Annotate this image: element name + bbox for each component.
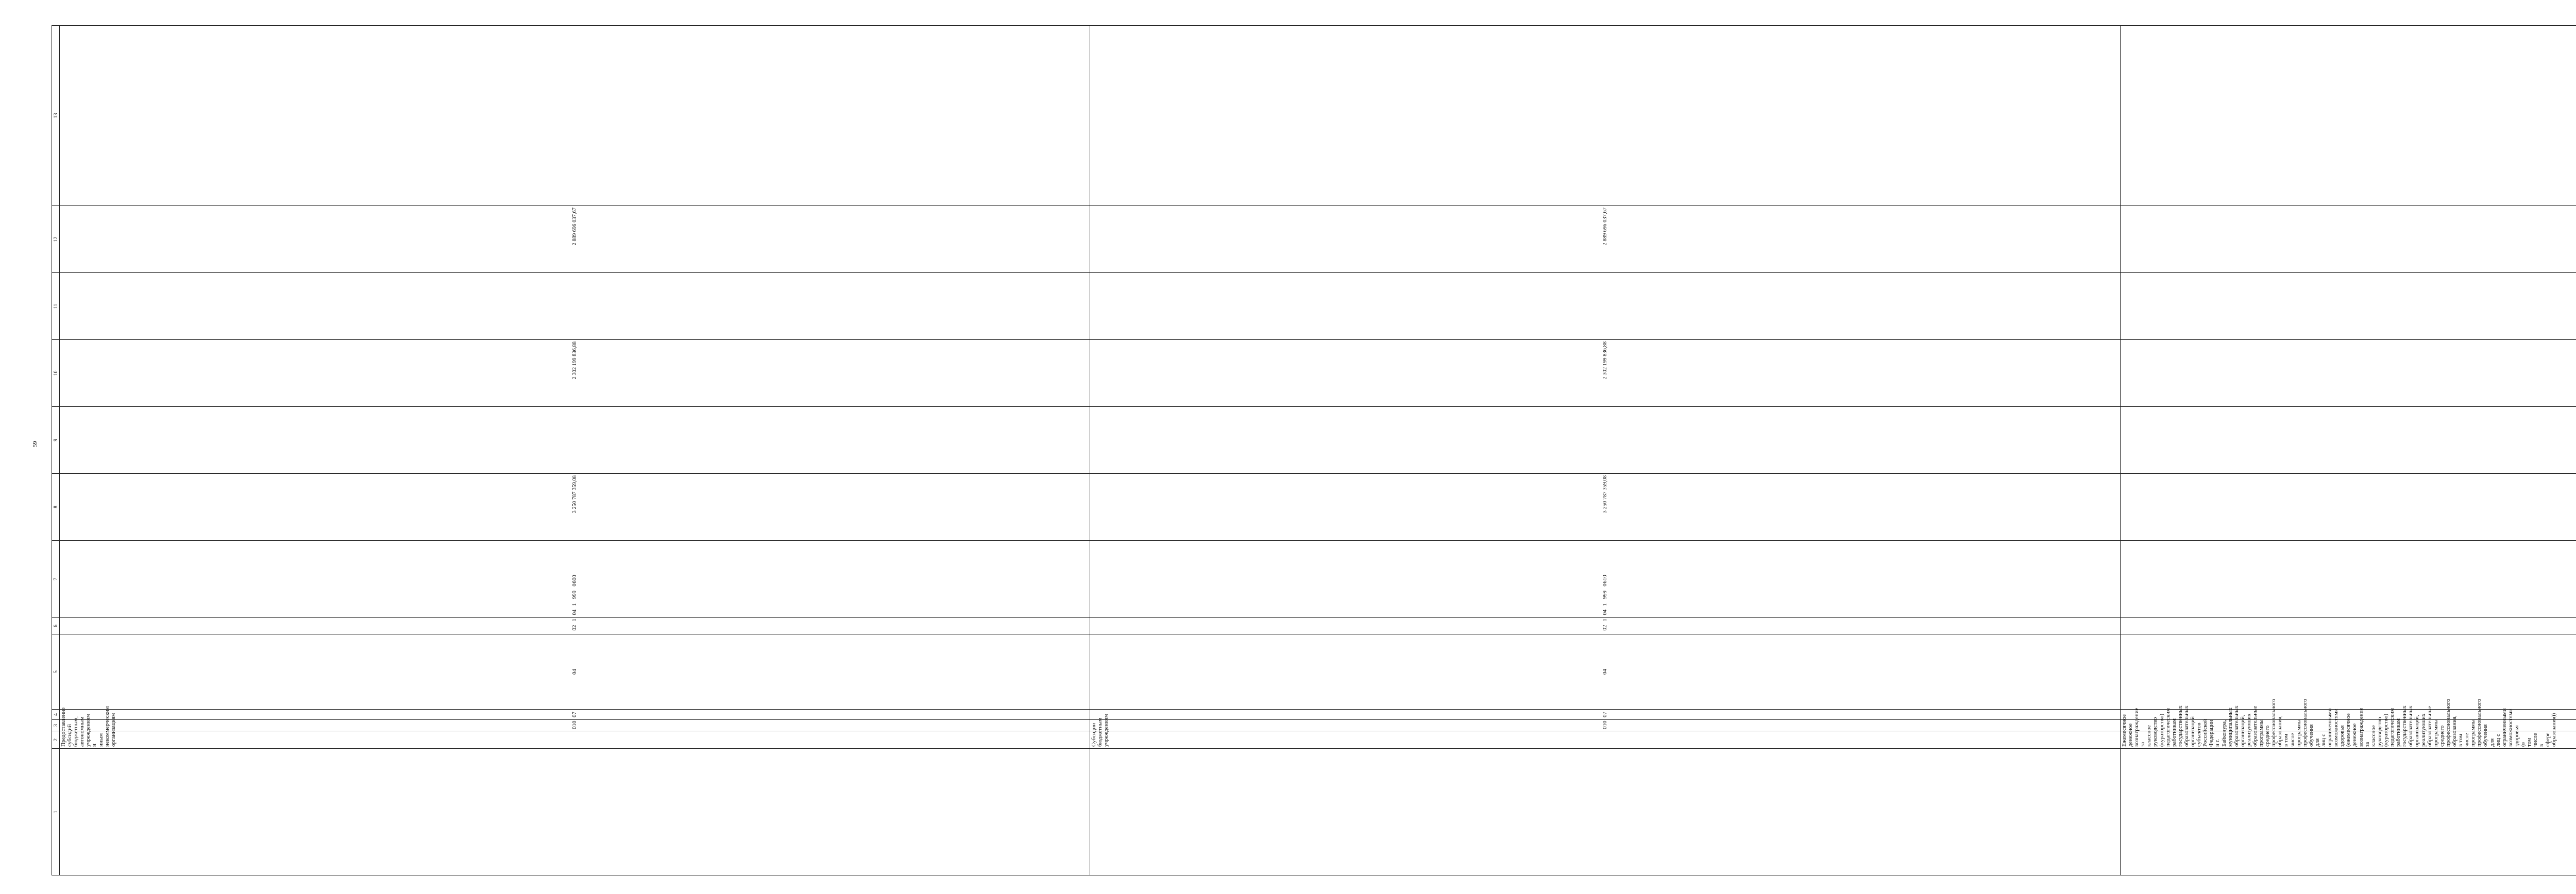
- table-row: [2121, 26, 2576, 875]
- subsection-code-cell: [2121, 634, 2576, 710]
- row-number-cell: [60, 749, 1090, 875]
- header-col-8: 8: [52, 474, 60, 541]
- header-col-11: 11: [52, 273, 60, 340]
- table-row: [1090, 26, 2121, 875]
- expense-type-cell: 600: [60, 541, 1090, 618]
- page-number: 59: [31, 441, 39, 448]
- target-article-code-part: 1: [1602, 618, 1608, 622]
- ministry-code-cell: 010: [60, 720, 1090, 731]
- ministry-code-cell: 010: [1090, 720, 2121, 731]
- target-article-code-cell: [2121, 618, 2576, 634]
- expense-type-cell: [2121, 541, 2576, 618]
- amount-cell-c12: [2121, 206, 2576, 273]
- amount-cell-c9: [1090, 407, 2121, 474]
- row-name-cell: Субсидии бюджетным учреждениям: [1090, 731, 2121, 749]
- amount-cell-c9: [60, 407, 1090, 474]
- table-row: [60, 26, 1090, 875]
- amount-cell-c12: 2 889 696 037,67: [1090, 206, 2121, 273]
- header-col-1: 1: [52, 749, 60, 875]
- amount-cell-c10: [2121, 340, 2576, 407]
- header-col-6: 6: [52, 618, 60, 634]
- header-col-10: 10: [52, 340, 60, 407]
- target-article-code-part: 999: [571, 590, 578, 599]
- expense-type-cell: 610: [1090, 541, 2121, 618]
- target-article-code-part: 999: [1602, 590, 1608, 599]
- section-code-cell: 07: [1090, 710, 2121, 720]
- subsection-code-cell: 04: [1090, 634, 2121, 710]
- amount-cell-c11: [1090, 273, 2121, 340]
- header-col-7: 7: [52, 541, 60, 618]
- header-col-9: 9: [52, 407, 60, 474]
- target-article-code-cell: [60, 583, 1090, 634]
- rotated-table-container: [52, 26, 2557, 875]
- amount-cell-c13: [2121, 26, 2576, 206]
- amount-cell-c8: [2121, 474, 2576, 541]
- row-number-cell: [2121, 749, 2576, 875]
- section-code-cell: 07: [60, 710, 1090, 720]
- amount-cell-c9: [2121, 407, 2576, 474]
- target-article-code-part: 02: [1602, 625, 1608, 631]
- amount-cell-c10: 2 302 199 836,88: [1090, 340, 2121, 407]
- target-article-code-part: 1: [1602, 603, 1608, 606]
- amount-cell-c12: 2 889 696 037,67: [60, 206, 1090, 273]
- amount-cell-c10: 2 302 199 836,88: [60, 340, 1090, 407]
- target-article-code-part: 0: [571, 583, 578, 587]
- amount-cell-c11: [2121, 273, 2576, 340]
- budget-table: [52, 25, 2576, 875]
- row-name-cell: Предоставление субсидий бюджетным, автономным учреждениям и иным некоммерческим организациям: [60, 731, 1090, 749]
- amount-cell-c8: 3 250 787 359,08: [60, 474, 1090, 541]
- target-article-code-cell: [1090, 583, 2121, 634]
- header-col-3: 3: [52, 720, 60, 731]
- target-article-code-part: 0: [1602, 583, 1608, 587]
- target-article-code-part: 02: [571, 625, 578, 631]
- target-article-code-part: 04: [571, 609, 578, 615]
- amount-cell-c11: [60, 273, 1090, 340]
- target-article-code-part: 1: [571, 603, 578, 606]
- target-article-code-part: 1: [571, 618, 578, 622]
- amount-cell-c13: [1090, 26, 2121, 206]
- header-col-13: 13: [52, 26, 60, 206]
- header-col-2: 2: [52, 731, 60, 749]
- header-col-4: 4: [52, 710, 60, 720]
- amount-cell-c13: [60, 26, 1090, 206]
- row-name-cell: Ежемесячное денежное вознаграждение за классное руководство (кураторство) педагогическим работникам государственных образовательных организаций субъектов Российской Федерации и г. Байконура, муниципальных образовательных организаций, реализующих образовательные программы среднего профессионального образования, в том числе программы профессионального обучения для лиц с ограниченными возможностями здоровья (ежемесячное денежное вознаграждение за классное руководство (кураторство) педагогическим работникам государственных образовательных организаций, реализующих образовательные программы среднего профессионального образования, в том числе программы профессионального обучения для лиц с ограниченными возможностями здоровья (в том числе в сфере образования)): [2121, 731, 2576, 749]
- header-row: [52, 26, 60, 875]
- amount-cell-c8: 3 250 787 359,08: [1090, 474, 2121, 541]
- target-article-code-part: 04: [1602, 609, 1608, 615]
- row-number-cell: [1090, 749, 2121, 875]
- header-col-12: 12: [52, 206, 60, 273]
- header-col-5: 5: [52, 634, 60, 710]
- subsection-code-cell: 04: [60, 634, 1090, 710]
